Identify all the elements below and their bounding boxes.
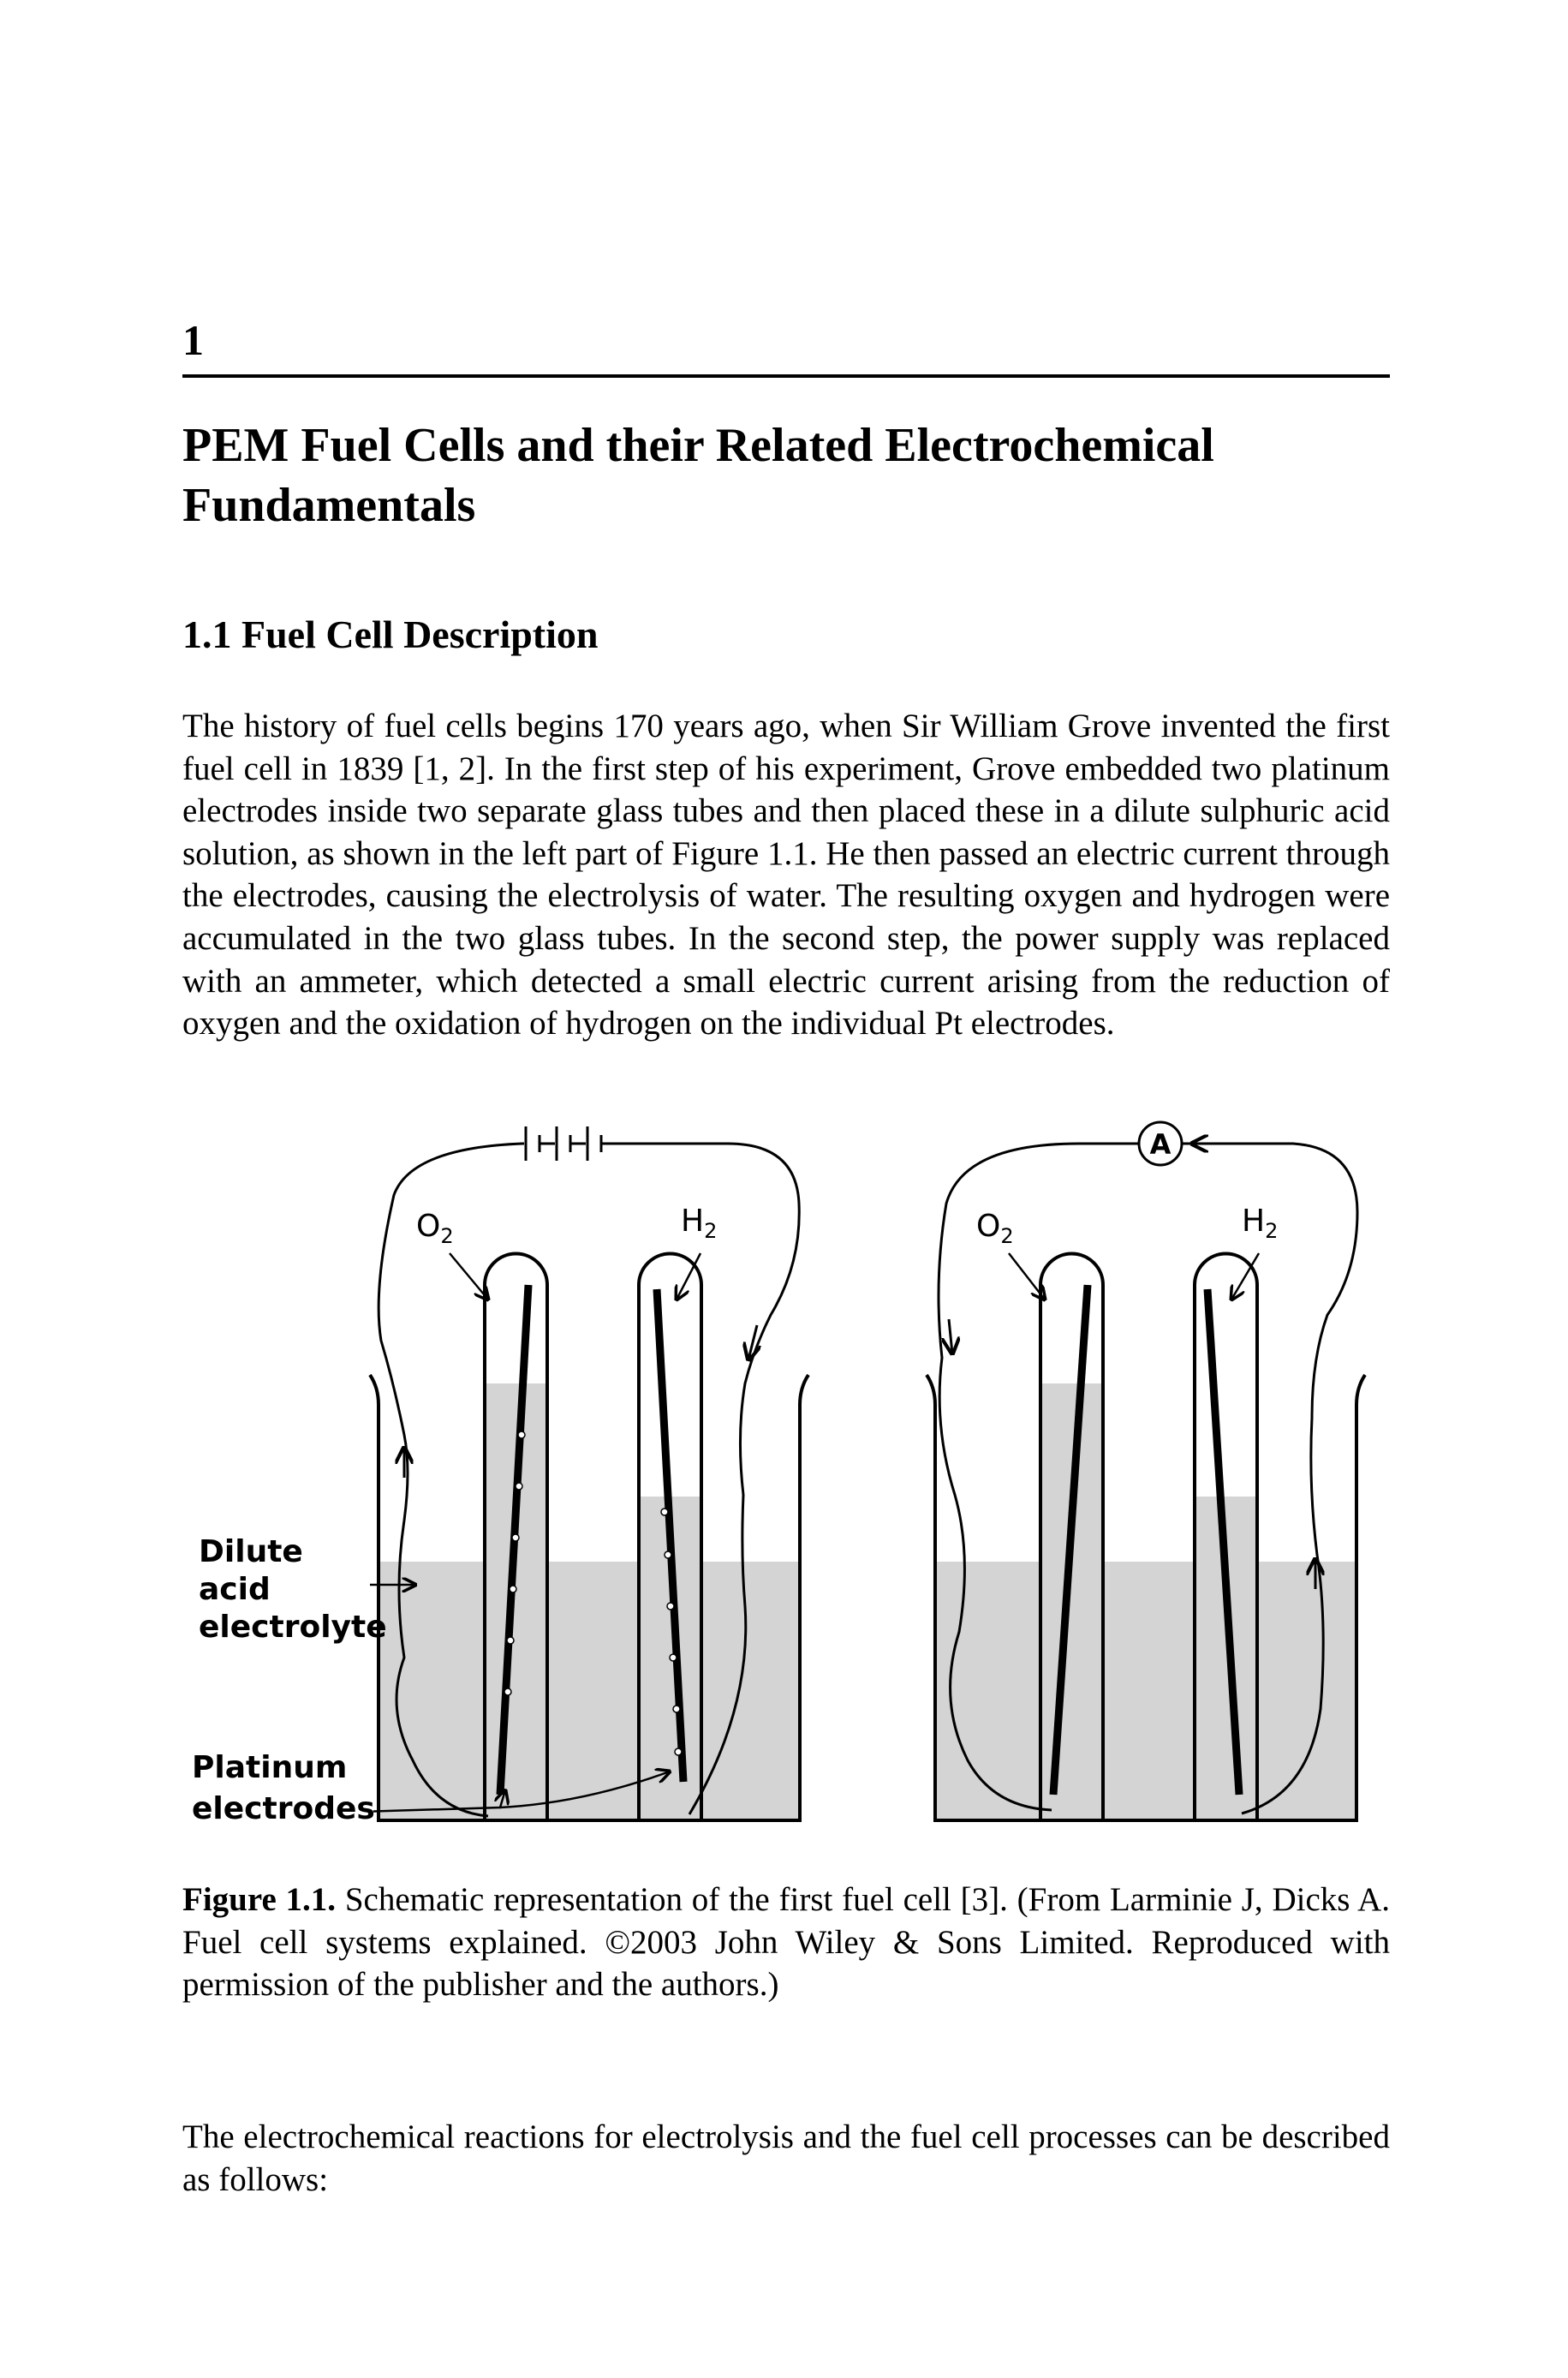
platinum-label: Platinum (192, 1750, 348, 1785)
left-electrolyte (379, 1562, 800, 1820)
right-h2-label: $H_2$ (1242, 1204, 1279, 1243)
left-o2-pointer (450, 1253, 488, 1300)
ammeter-icon (1139, 1122, 1182, 1165)
electrolyte-label: electrolyte (199, 1610, 387, 1645)
svg-text:A: A (1149, 1128, 1172, 1161)
electrodes-label: electrodes (192, 1791, 375, 1826)
right-current-arrow-down (949, 1319, 952, 1353)
dilute-label: Dilute (199, 1534, 303, 1569)
section-title: 1.1 Fuel Cell Description (182, 612, 599, 656)
battery-icon (524, 1126, 615, 1161)
right-cell-fuel-cell (927, 1122, 1365, 1820)
figure-fuel-cell-schematic (180, 1109, 1396, 1846)
figure-caption-label: Figure 1.1. (182, 1881, 337, 1918)
chapter-number: 1 (182, 316, 204, 364)
chapter-rule (182, 374, 1390, 378)
right-o2-label: $O_2$ (976, 1209, 1014, 1248)
chapter-title: PEM Fuel Cells and their Related Electrochemical Fundamentals (182, 419, 1214, 532)
left-o2-label: $O_2$ (416, 1209, 454, 1248)
left-cell-electrolysis (188, 1126, 808, 1831)
intro-paragraph: The history of fuel cells begins 170 years ago, when Sir William Grove invented the first fuel cell in 1839 [1, 2]. In the first step of his experiment, Grove embedded two platinum electrodes inside two separate glass tubes and then placed these in a dilute sulphuric acid solution, as shown in the left part of Figure 1.1. He then passed an electric current through the electrodes, causing the electrolysis of water. The resulting oxygen and hydrogen were accumulated in the two glass tubes. In the second step, the power supply was replaced with an ammeter, which detected a small electric current arising from the reduction of oxygen and the oxidation of hydrogen on the individual Pt electrodes. (182, 708, 1390, 1043)
figure-caption (182, 1879, 1390, 2006)
right-o2-pointer (1009, 1253, 1045, 1300)
right-o2-tube-fluid (1040, 1383, 1103, 1820)
reactions-intro-paragraph: The electrochemical reactions for electrolysis and the fuel cell processes can be described as follows: (182, 2118, 1390, 2198)
acid-label: acid (199, 1572, 271, 1607)
figure-caption-text: Schematic representation of the first fuel cell [3]. (From Larminie J, Dicks A. Fuel cell systems explained. ©2003 John Wiley & Sons Limited. Reproduced with permission of the publisher and the authors.) (182, 1881, 1390, 2004)
left-h2-label: $H_2$ (681, 1204, 718, 1243)
